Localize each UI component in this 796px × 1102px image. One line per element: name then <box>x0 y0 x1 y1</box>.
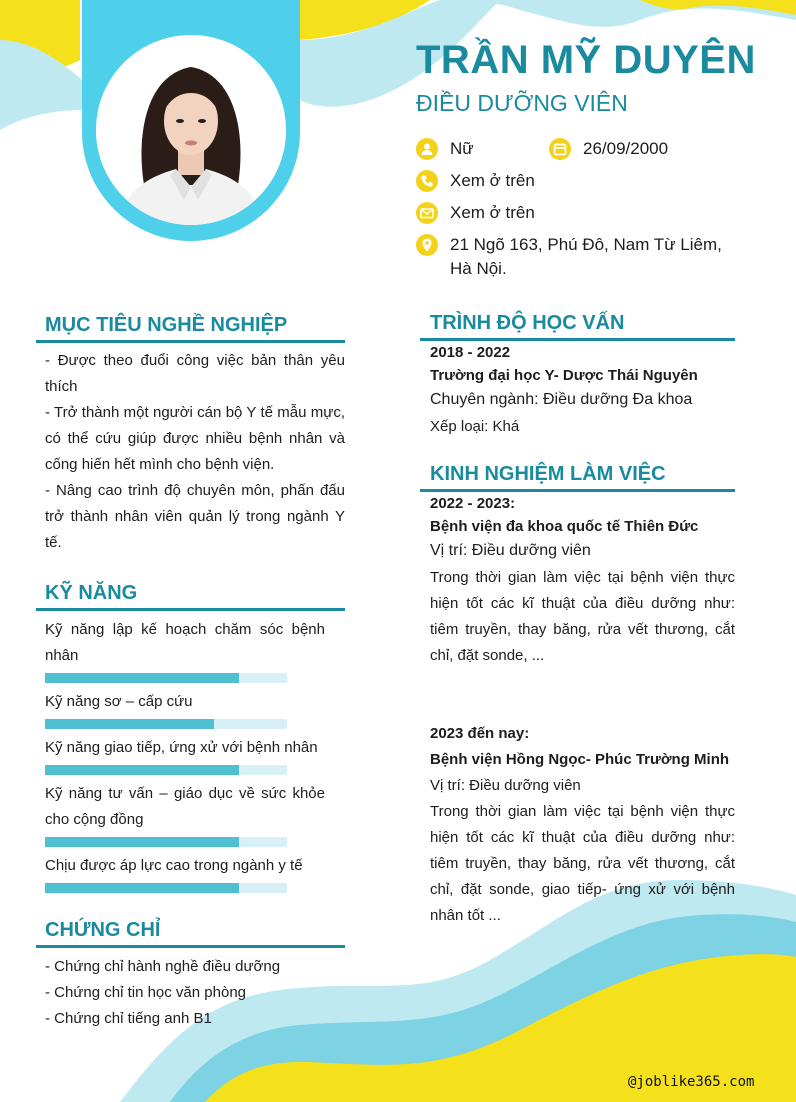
job-title: ĐIỀU DƯỠNG VIÊN <box>416 90 628 116</box>
certificates-divider <box>36 945 345 948</box>
skill-name: Kỹ năng lập kế hoạch chăm sóc bệnh nhân <box>45 621 325 664</box>
skill-fill <box>45 719 214 729</box>
objective-line: - Nâng cao trình độ chuyên môn, phấn đấu trở thành nhân viên quản lý trong ngành Y tế. <box>45 482 345 551</box>
skill-name: Kỹ năng tư vấn – giáo dục về sức khỏe cho cộng đồng <box>45 785 325 828</box>
objective-heading: MỤC TIÊU NGHỀ NGHIỆP <box>45 314 288 336</box>
candidate-name: TRẦN MỸ DUYÊN <box>416 38 756 82</box>
education-period: 2018 - 2022 <box>430 344 511 361</box>
certificates-list <box>45 954 345 1032</box>
gender-value: Nữ <box>450 139 474 158</box>
job-company: Bệnh viện đa khoa quốc tế Thiên Đức <box>430 518 699 535</box>
profile-photo <box>96 35 286 225</box>
skill-fill <box>45 765 239 775</box>
skills-heading: KỸ NĂNG <box>45 582 138 604</box>
job-period: 2022 - 2023: <box>430 495 516 512</box>
skill-name: Kỹ năng sơ – cấp cứu <box>45 693 193 710</box>
contact-phone <box>416 170 535 193</box>
calendar-icon <box>549 138 571 160</box>
skill-track <box>45 765 287 775</box>
email-icon <box>416 202 438 224</box>
skill-fill <box>45 883 239 893</box>
education-school: Trường đại học Y- Dược Thái Nguyên <box>430 367 698 384</box>
location-icon <box>416 234 438 256</box>
phone-icon <box>416 170 438 192</box>
skill-track <box>45 673 287 683</box>
job-position: Vị trí: Điều dưỡng viên <box>430 542 591 559</box>
experience-heading: KINH NGHIỆM LÀM VIỆC <box>430 463 666 485</box>
job-period: 2023 đến nay: <box>430 725 530 742</box>
education-rank: Xếp loại: Khá <box>430 418 520 435</box>
avatar-illustration <box>96 35 286 225</box>
job-description: Trong thời gian làm việc tại bệnh viện thực hiện tốt các kĩ thuật của điều dưỡng như: tiêm truyền, thay băng, rửa vết thương, cắt chỉ, đặt sonde, giao tiếp- ứng xử với bệnh nhân tốt ... <box>430 803 735 924</box>
objective-divider <box>36 340 345 343</box>
objective-line: - Được theo đuổi công việc bản thân yêu thích <box>45 352 345 395</box>
contact-gender <box>416 138 474 161</box>
certificate-item: - Chứng chỉ hành nghề điều dưỡng <box>45 958 281 975</box>
skill-track <box>45 719 287 729</box>
skill-item <box>45 853 325 893</box>
skill-track <box>45 883 287 893</box>
certificate-item: - Chứng chỉ tin học văn phòng <box>45 984 246 1001</box>
skill-name: Chịu được áp lực cao trong ngành y tế <box>45 857 303 874</box>
job-company: Bệnh viện Hồng Ngọc- Phúc Trường Minh <box>430 751 730 768</box>
skill-fill <box>45 673 239 683</box>
skill-track <box>45 837 287 847</box>
education-divider <box>420 338 735 341</box>
skill-item <box>45 617 325 683</box>
skill-item <box>45 781 325 847</box>
certificates-heading: CHỨNG CHỈ <box>45 919 161 941</box>
contact-birthday <box>549 138 668 161</box>
experience-divider <box>420 489 735 492</box>
phone-value: Xem ở trên <box>450 171 535 190</box>
email-value: Xem ở trên <box>450 203 535 222</box>
objective-text <box>45 348 345 556</box>
skill-item <box>45 735 325 775</box>
certificate-item: - Chứng chỉ tiếng anh B1 <box>45 1010 212 1027</box>
job-position: Vị trí: Điều dưỡng viên <box>430 777 581 794</box>
job-description: Trong thời gian làm việc tại bệnh viện thực hiện tốt các kĩ thuật của điều dưỡng như: tiêm truyền, thay băng, rửa vết thương, cắt chỉ, đặt sonde, ... <box>430 569 735 664</box>
education-major: Chuyên ngành: Điều dưỡng Đa khoa <box>430 391 693 408</box>
skills-divider <box>36 608 345 611</box>
address-value: 21 Ngõ 163, Phú Đô, Nam Từ Liêm, Hà Nội. <box>450 235 722 278</box>
education-heading: TRÌNH ĐỘ HỌC VẤN <box>430 312 625 334</box>
skill-item <box>45 689 325 729</box>
user-icon <box>416 138 438 160</box>
watermark: @joblike365.com <box>628 1074 755 1090</box>
objective-line: - Trở thành một người cán bộ Y tế mẫu mực, có thể cứu giúp được nhiều bệnh nhân và cống hiến hết mình cho bệnh viện. <box>45 404 345 473</box>
skill-fill <box>45 837 239 847</box>
contact-address <box>416 234 746 281</box>
skill-name: Kỹ năng giao tiếp, ứng xử với bệnh nhân <box>45 739 318 756</box>
birthday-value: 26/09/2000 <box>583 139 669 158</box>
contact-email <box>416 202 535 225</box>
